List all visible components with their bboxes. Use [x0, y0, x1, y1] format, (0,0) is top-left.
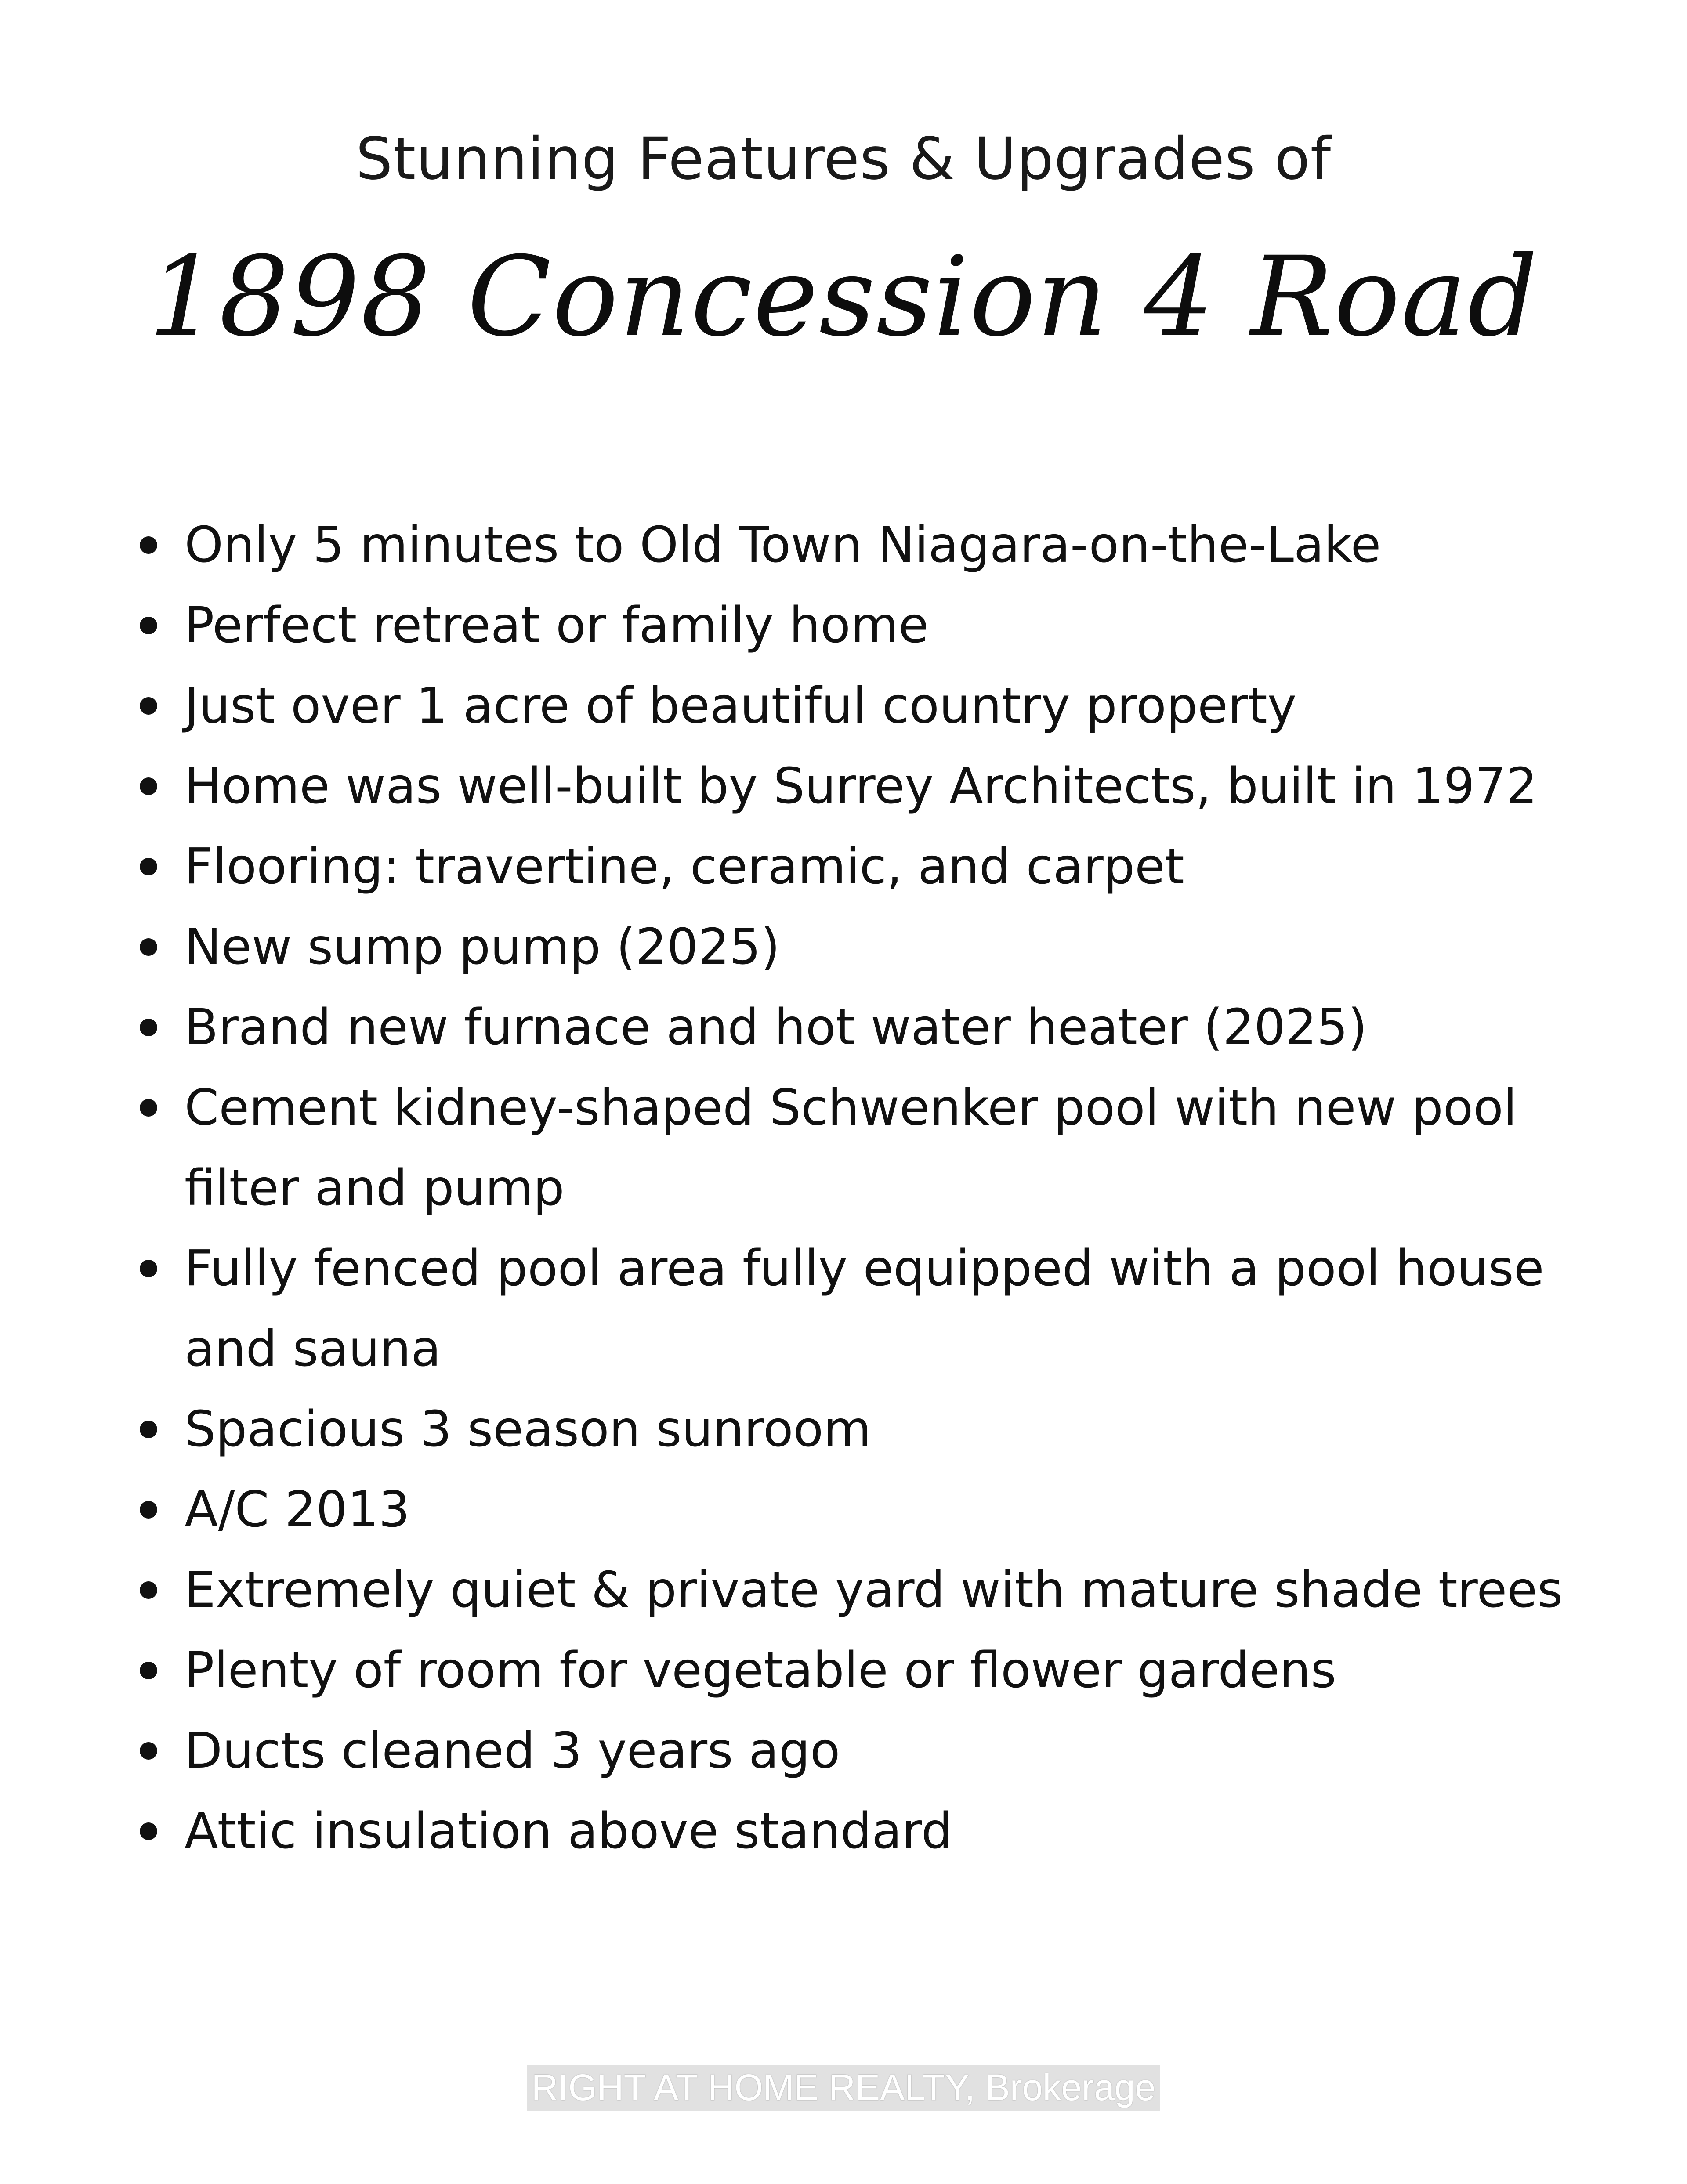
list-item: [132, 1229, 1625, 1389]
list-item: [132, 987, 1625, 1068]
list-item: [132, 1068, 1625, 1229]
bullet-icon: [140, 536, 157, 554]
list-item: [132, 1550, 1625, 1631]
list-item: [132, 586, 1625, 666]
bullet-icon: [140, 1099, 157, 1117]
bullet-icon: [140, 697, 157, 715]
watermark-text: RIGHT AT HOME REALTY, Brokerage: [527, 2065, 1160, 2111]
list-item: [132, 907, 1625, 987]
list-item-text: Just over 1 acre of beautiful country property: [185, 677, 1297, 734]
bullet-icon: [140, 1662, 157, 1679]
list-item: [132, 1711, 1625, 1791]
list-item-text: Cement kidney-shaped Schwenker pool with new pool filter and pump: [185, 1079, 1517, 1217]
bullet-icon: [140, 1501, 157, 1519]
list-item-text: New sump pump (2025): [185, 918, 780, 976]
list-item: [132, 505, 1625, 586]
bullet-icon: [140, 617, 157, 634]
list-item-text: Only 5 minutes to Old Town Niagara-on-the-Lake: [185, 517, 1381, 574]
list-item: [132, 1389, 1625, 1470]
list-item-text: Attic insulation above standard: [185, 1803, 952, 1860]
list-item: [132, 1791, 1625, 1872]
list-item-text: Ducts cleaned 3 years ago: [185, 1722, 840, 1779]
list-item-text: Plenty of room for vegetable or flower gardens: [185, 1642, 1336, 1699]
list-item: [132, 827, 1625, 907]
list-item-text: A/C 2013: [185, 1481, 410, 1538]
list-item: [132, 746, 1625, 827]
list-item-text: Brand new furnace and hot water heater (2025): [185, 999, 1367, 1056]
list-item: [132, 1470, 1625, 1550]
bullet-icon: [140, 1260, 157, 1277]
list-item-text: Fully fenced pool area fully equipped with a pool house and sauna: [185, 1240, 1544, 1378]
bullet-icon: [140, 1581, 157, 1599]
bullet-icon: [140, 1822, 157, 1840]
page-title: 1898 Concession 4 Road: [148, 233, 1539, 361]
list-item-text: Perfect retreat or family home: [185, 597, 929, 654]
bullet-icon: [140, 858, 157, 875]
bullet-icon: [140, 1421, 157, 1438]
bullet-icon: [140, 1019, 157, 1036]
list-item: [132, 1631, 1625, 1711]
page-subtitle: Stunning Features & Upgrades of: [355, 125, 1332, 193]
list-item-text: Extremely quiet & private yard with mature shade trees: [185, 1562, 1563, 1619]
list-item-text: Flooring: travertine, ceramic, and carpet: [185, 838, 1184, 895]
watermark: [0, 2065, 1687, 2111]
features-list: [132, 505, 1625, 1872]
list-item: [132, 666, 1625, 746]
bullet-icon: [140, 938, 157, 956]
bullet-icon: [140, 777, 157, 795]
list-item-text: Home was well-built by Surrey Architects, built in 1972: [185, 758, 1538, 815]
list-item-text: Spacious 3 season sunroom: [185, 1401, 872, 1458]
bullet-icon: [140, 1742, 157, 1760]
